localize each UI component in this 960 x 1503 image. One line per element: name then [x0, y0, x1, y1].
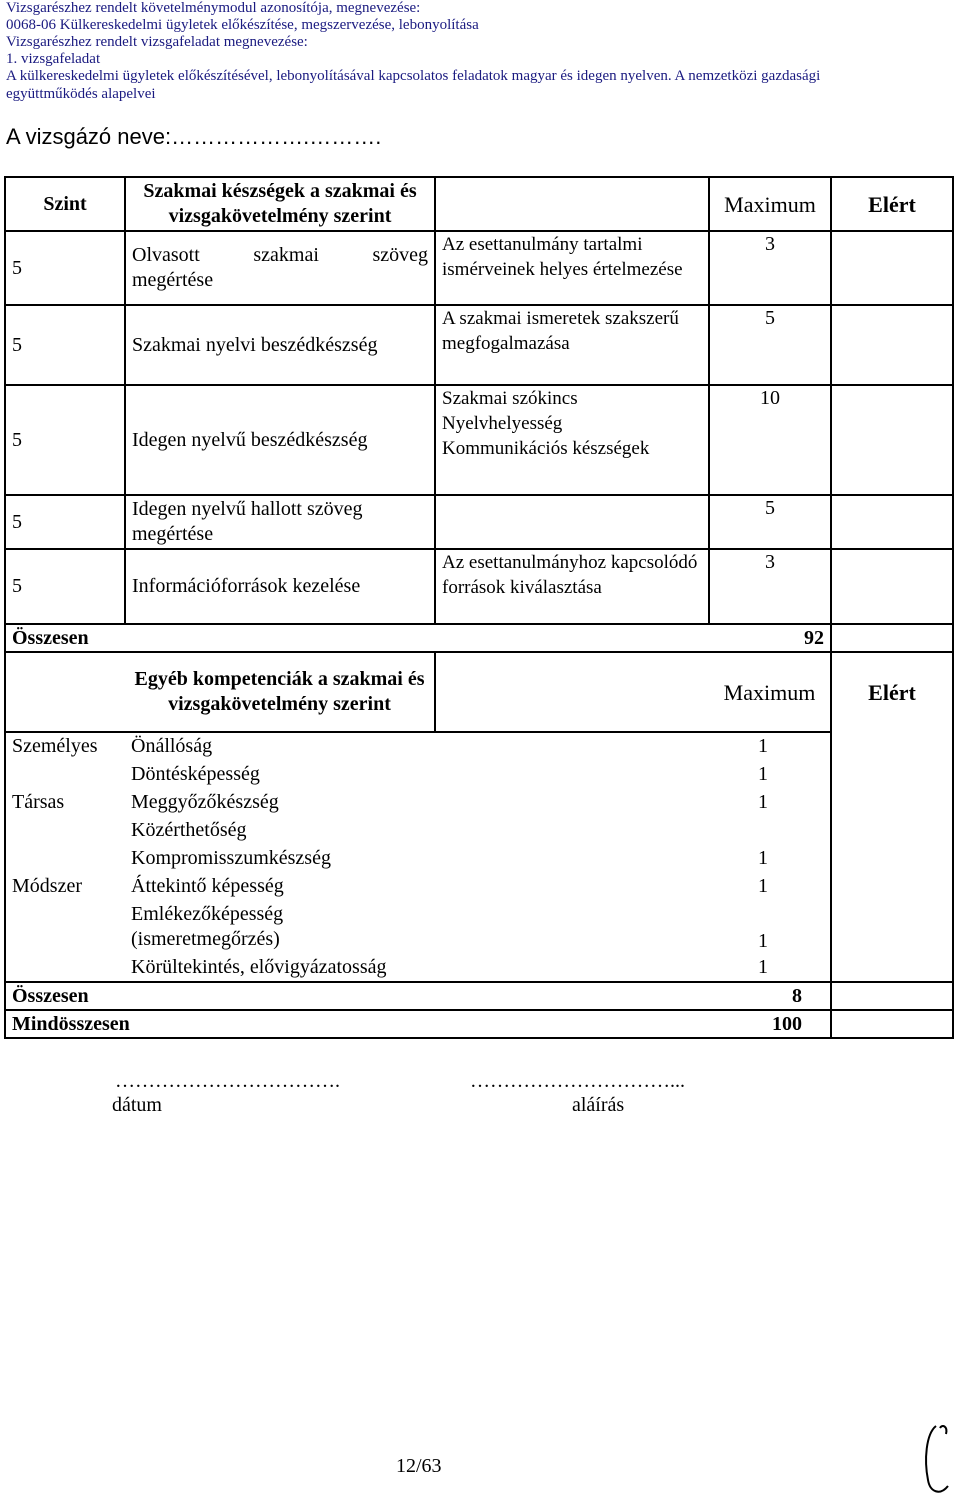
signature-line[interactable]: …………………………... [470, 1070, 685, 1092]
total-label: Összesen [5, 982, 435, 1010]
table-row [5, 732, 953, 760]
row-item: Döntésképesség [131, 762, 260, 785]
row-desc: A szakmai ismeretek szakszerű megfogalmazása [435, 305, 709, 385]
row-achieved[interactable] [831, 816, 953, 844]
row-achieved[interactable] [831, 760, 953, 788]
table-row [5, 549, 953, 624]
row-achieved[interactable] [831, 732, 953, 760]
row-max[interactable]: 1 [709, 872, 831, 900]
table-row [5, 495, 953, 549]
row-level: 5 [5, 231, 125, 305]
total-row [5, 982, 953, 1010]
header-task-number: 1. vizsgafeladat [6, 51, 101, 67]
total-spacer [435, 624, 709, 652]
header-desc [435, 177, 709, 231]
row-level: 5 [5, 305, 125, 385]
row-achieved[interactable] [831, 954, 953, 982]
total-row [5, 624, 953, 652]
grand-total-row [5, 1010, 953, 1038]
table-row [5, 760, 953, 788]
header-task-desc-1: A külkereskedelmi ügyletek előkészítésével, lebonyolításával kapcsolatos feladatok magyar és idegen nyelven. A nemzetközi gazdasági [6, 68, 821, 84]
total-label: Összesen [5, 624, 435, 652]
row-desc [435, 495, 709, 549]
row-level: 5 [5, 495, 125, 549]
row-skill: Információforrások kezelése [125, 549, 435, 624]
row-level: 5 [5, 385, 125, 495]
row-item: Emlékezőképesség (ismeretmegőrzés) [131, 903, 284, 950]
row-item: Közérthetőség [131, 818, 247, 841]
table-header-row [5, 177, 953, 231]
header-level: Szint [5, 177, 125, 231]
row-item: Kompromisszumkészség [131, 846, 331, 869]
header-module-label: Vizsgarészhez rendelt követelménymodul azonosítója, megnevezése: [6, 0, 421, 16]
row-group [5, 844, 125, 872]
table-row [5, 305, 953, 385]
header-module-name: 0068-06 Külkereskedelmi ügyletek előkészítése, megszervezése, lebonyolítása [6, 17, 479, 33]
row-skill: Szakmai nyelvi beszédkészség [125, 305, 435, 385]
assessment-table [4, 176, 954, 1039]
row-achieved[interactable] [831, 305, 953, 385]
total-achieved[interactable] [831, 624, 953, 652]
header-max: Maximum [709, 177, 831, 231]
row-max[interactable] [709, 816, 831, 844]
row-achieved[interactable] [831, 549, 953, 624]
total-achieved[interactable] [831, 982, 953, 1010]
row-group [5, 900, 125, 954]
other-header-max: Maximum [709, 652, 831, 732]
row-skill [125, 231, 435, 305]
total-value: 92 [709, 624, 831, 652]
total-spacer [435, 982, 709, 1010]
table-row [5, 816, 953, 844]
skill-word-1: Olvasott [132, 244, 200, 266]
desc-line-1: Szakmai szókincs [442, 388, 578, 409]
row-max[interactable]: 1 [709, 732, 831, 760]
header-task-desc-2: együttműködés alapelvei [6, 86, 156, 102]
signature-label: aláírás [572, 1094, 625, 1116]
table-row [5, 872, 953, 900]
row-desc [435, 385, 709, 495]
row-group [5, 816, 125, 844]
row-item: Önállóság [125, 732, 709, 760]
other-header: Egyéb kompetenciák a szakmai és vizsgakövetelmény szerint [125, 652, 435, 732]
other-header-empty [5, 652, 125, 732]
row-max[interactable]: 3 [709, 231, 831, 305]
row-group [5, 954, 125, 982]
grand-total-value: 100 [709, 1010, 831, 1038]
row-item: Körültekintés, elővigyázatosság [131, 956, 387, 978]
row-max[interactable]: 1 [709, 760, 831, 788]
other-header-row [5, 652, 953, 732]
row-desc: Az esettanulmány tartalmi ismérveinek helyes értelmezése [435, 231, 709, 305]
skill-word-2: szakmai [253, 244, 319, 266]
row-group: Társas [5, 788, 125, 816]
row-item: Meggyőzőkészség [131, 790, 279, 813]
skill-word-4: megértése [132, 269, 214, 291]
row-max[interactable]: 5 [709, 495, 831, 549]
row-level: 5 [5, 549, 125, 624]
grand-total-spacer [435, 1010, 709, 1038]
total-value: 8 [709, 982, 831, 1010]
page-number: 12/63 [396, 1455, 442, 1477]
row-group: Személyes [5, 732, 125, 760]
table-row [5, 954, 953, 982]
skill-word-3: szöveg [372, 244, 428, 266]
row-achieved[interactable] [831, 900, 953, 954]
row-group: Módszer [5, 872, 125, 900]
row-max[interactable]: 3 [709, 549, 831, 624]
row-max[interactable]: 5 [709, 305, 831, 385]
row-achieved[interactable] [831, 495, 953, 549]
row-desc: Az esettanulmányhoz kapcsolódó források kiválasztása [435, 549, 709, 624]
grand-total-achieved[interactable] [831, 1010, 953, 1038]
row-achieved[interactable] [831, 231, 953, 305]
row-max[interactable]: 1 [709, 954, 831, 982]
handwritten-mark-icon [918, 1420, 958, 1500]
date-line[interactable]: ……………………………. [115, 1070, 340, 1092]
row-achieved[interactable] [831, 788, 953, 816]
header-skills: Szakmai készségek a szakmai és vizsgakövetelmény szerint [125, 177, 435, 231]
row-max[interactable]: 1 [709, 844, 831, 872]
table-row [5, 231, 953, 305]
table-row [5, 844, 953, 872]
row-item: Áttekintő képesség [131, 874, 284, 897]
row-achieved[interactable] [831, 844, 953, 872]
table-row [5, 788, 953, 816]
table-row [5, 385, 953, 495]
other-header-spacer [435, 652, 709, 732]
row-max[interactable]: 1 [709, 788, 831, 816]
desc-line-2: Nyelvhelyesség [442, 413, 563, 434]
row-achieved[interactable] [831, 872, 953, 900]
row-group [5, 760, 125, 788]
row-skill: Idegen nyelvű hallott szöveg megértése [125, 495, 435, 549]
grand-total-label: Mindösszesen [5, 1010, 435, 1038]
header-task-label: Vizsgarészhez rendelt vizsgafeladat megnevezése: [6, 34, 308, 50]
candidate-name-field[interactable]: A vizsgázó neve:……………….………. [6, 124, 382, 149]
header-achieved: Elért [831, 177, 953, 231]
row-skill: Idegen nyelvű beszédkészség [125, 385, 435, 495]
row-max[interactable]: 10 [709, 385, 831, 495]
row-achieved[interactable] [831, 385, 953, 495]
row-max[interactable]: 1 [709, 900, 831, 954]
date-label: dátum [112, 1094, 162, 1116]
other-header-achieved: Elért [831, 652, 953, 732]
desc-line-3: Kommunikációs készségek [442, 438, 650, 459]
table-row [5, 900, 953, 954]
